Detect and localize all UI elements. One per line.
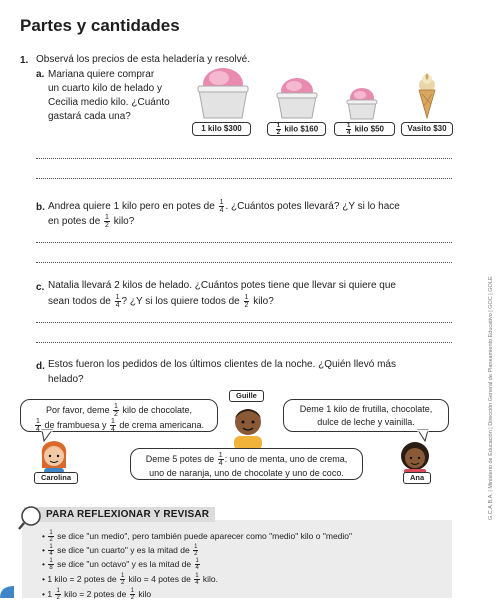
item-d-line-2: helado? [48, 374, 84, 385]
item-a-line: un cuarto kilo de helado y [48, 83, 162, 94]
answer-line[interactable] [36, 342, 452, 343]
ice-cream-tub-quarter-icon [345, 86, 379, 120]
price-tag-1kilo: 1 kilo $300 [192, 122, 251, 136]
price-tag-half-kilo: $\frac{1}{2}$ kilo $160 [267, 122, 326, 136]
bubble-line: Deme 5 potes de $\frac{1}{4}$ : uno de menta, uno de crema, [145, 452, 348, 467]
page-corner-decoration [0, 586, 14, 598]
reflection-bullet: • $\frac{1}{2}$ se dice "un medio", pero también puede aparecer como "medio" kilo o "medio" [42, 530, 353, 544]
item-b-label: b. [36, 202, 45, 213]
item-b-line-1: Andrea quiere 1 kilo pero en potes de $\frac{1}{4}$ . ¿Cuántos potes llevará? ¿Y si lo hace [48, 199, 400, 214]
speech-bubble-ana [283, 399, 449, 432]
bubble-line: dulce de leche y vainilla. [317, 417, 415, 427]
speech-bubble-guille [130, 448, 363, 480]
reflection-bullet: • $\frac{1}{4}$ se dice "un cuarto" y es la mitad de $\frac{1}{2}$ [42, 544, 198, 558]
answer-line[interactable] [36, 178, 452, 179]
answer-line[interactable] [36, 262, 452, 263]
item-c-label: c. [36, 282, 45, 293]
bubble-line: Por favor, deme $\frac{1}{2}$ kilo de chocolate, [45, 403, 193, 418]
page-title: Partes y cantidades [20, 16, 180, 35]
name-tag-ana: Ana [403, 472, 431, 484]
item-a-label: a. [36, 69, 45, 80]
price-tag-quarter-kilo: $\frac{1}{4}$ kilo $50 [334, 122, 395, 136]
item-a-line: gastará cada una? [48, 111, 131, 122]
reflection-bullet: • 1 $\frac{1}{2}$ kilo = 2 potes de $\frac{1}{2}$ kilo [42, 588, 152, 601]
girl-ana-avatar-icon [398, 440, 432, 474]
girl-carolina-avatar-icon [38, 438, 70, 474]
item-a-line: Mariana quiere comprar [48, 69, 155, 80]
speech-bubble-carolina [20, 399, 218, 432]
ice-cream-cone-icon [414, 72, 440, 120]
answer-line[interactable] [36, 322, 452, 323]
name-tag-carolina: Carolina [34, 472, 78, 484]
reflection-title: PARA REFLEXIONAR Y REVISAR [24, 507, 215, 522]
answer-line[interactable] [36, 242, 452, 243]
bubble-line: uno de naranja, uno de chocolate y uno de coco. [149, 468, 344, 478]
magnifier-icon [18, 504, 44, 530]
answer-line[interactable] [36, 158, 452, 159]
bubble-line: $\frac{1}{4}$ de frambuesa y $\frac{1}{4}$ de crema americana. [36, 418, 204, 433]
item-c-line-2: sean todos de $\frac{1}{4}$ ? ¿Y si los quiere todos de $\frac{1}{2}$ kilo? [48, 294, 274, 309]
price-tag-cone: Vasito $30 [401, 122, 453, 136]
boy-avatar-icon [228, 402, 268, 450]
side-credit: G.C.A.B.A. | Ministerio de Educación | Dirección General de Planeamiento Educativo | GOC | GOLE [488, 276, 494, 520]
item-c-line-1: Natalia llevará 2 kilos de helado. ¿Cuántos potes tiene que llevar si quiere que [48, 280, 396, 291]
bubble-line: Deme 1 kilo de frutilla, chocolate, [299, 404, 433, 414]
ice-cream-tub-half-icon [274, 74, 320, 120]
name-tag-guille: Guille [229, 390, 264, 402]
item-b-line-2: en potes de $\frac{1}{2}$ kilo? [48, 214, 135, 229]
item-d-line-1: Estos fueron los pedidos de los últimos clientes de la noche. ¿Quién llevó más [48, 359, 396, 370]
item-a-line: Cecilia medio kilo. ¿Cuánto [48, 97, 170, 108]
reflection-bullet: • 1 kilo = 2 potes de $\frac{1}{2}$ kilo = 4 potes de $\frac{1}{4}$ kilo. [42, 573, 219, 587]
reflection-bullet: • $\frac{1}{8}$ se dice "un octavo" y es la mitad de $\frac{1}{4}$ [42, 558, 199, 572]
item-d-label: d. [36, 361, 45, 372]
question-intro: Observá los precios de esta heladería y resolvé. [36, 54, 250, 65]
question-number: 1. [20, 55, 29, 66]
ice-cream-tub-large-icon [195, 62, 251, 120]
